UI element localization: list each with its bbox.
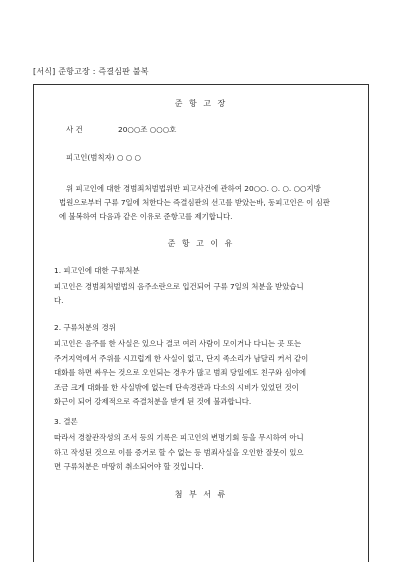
section-line: 주거지역에서 주위를 시끄럽게 한 사실이 없고, 단지 족소리가 남달리 커서 같이 [54, 353, 309, 363]
document-caption: [서식] 준항고장 : 즉결심판 불복 [33, 67, 149, 76]
intro-line: 법원으로부터 구류 7일에 처한다는 즉결심판의 선고를 받았는바, 동피고인은 이 심판 [59, 198, 330, 207]
section-line: 면 구류처분은 마땅히 취소되어야 할 것입니다. [54, 462, 204, 472]
section-body [54, 431, 304, 475]
section-line: 다. [54, 296, 64, 305]
case-label: 사 건 [66, 125, 83, 134]
section-heading: 2. 구류처분의 경위 [54, 323, 116, 332]
section-line: 화근이 되어 강제적으로 즉결처분을 받게 된 것에 불과합니다. [54, 397, 252, 407]
section-line: 하고 작성된 것으로 이를 증거로 할 수 없는 등 범죄사실을 오인한 잘못이 있으 [54, 447, 304, 457]
section-line: 대화를 하면 싸우는 것으로 오인되는 경우가 많고 범죄 당일에도 친구와 심야에 [54, 368, 306, 378]
section-body [54, 337, 308, 410]
section-heading: 3. 결론 [54, 417, 78, 426]
defendant-line: 피고인(범칙자) ○ ○ ○ [66, 153, 141, 162]
case-number: 20○○조 ○○○호 [118, 125, 177, 134]
form-title: 준 항 고 장 [174, 99, 228, 108]
section-line: 조금 크게 대화를 한 사실밖에 없는데 단속경관과 다소의 시비가 있었던 것이 [54, 382, 299, 392]
section-line: 피고인은 경범죄처벌법의 음주소란으로 입건되어 구류 7일의 처분을 받았습니 [54, 282, 304, 291]
section-line: 따라서 경찰관작성의 조서 등의 기록은 피고인의 변명기회 등을 무시하여 아니 [54, 433, 304, 442]
appeal-form [33, 84, 369, 562]
intro-line: 위 피고인에 대한 경범죄처벌법위반 피고사건에 관하여 20○○. ○. ○. ○○지방 [66, 184, 321, 193]
attachments-title: 첨 부 서 류 [174, 490, 228, 499]
section-heading: 1. 피고인에 대한 구류처분 [54, 266, 140, 275]
intro-line: 에 불복하여 다음과 같은 이유로 준항고를 제기합니다. [59, 212, 233, 221]
intro-paragraph [59, 182, 330, 224]
reasons-title: 준 항 고 이 유 [167, 239, 235, 248]
section-line: 피고인은 음주를 한 사실은 있으나 결코 여러 사람이 모이거나 다니는 곳 또는 [54, 339, 302, 348]
section-body [54, 280, 304, 308]
